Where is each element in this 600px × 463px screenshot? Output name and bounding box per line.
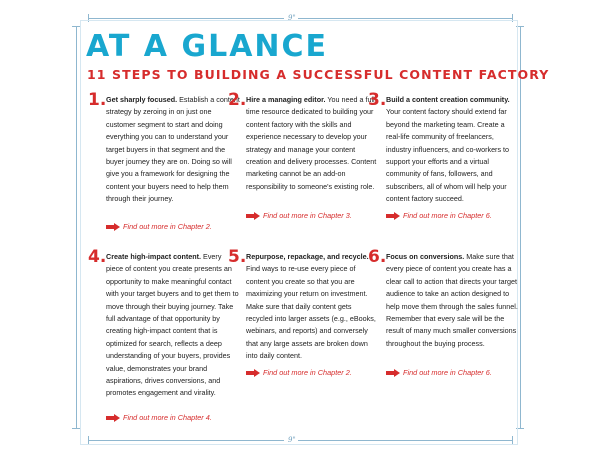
- step-number: 5.: [228, 247, 247, 267]
- chapter-reference-link[interactable]: [246, 368, 396, 378]
- step-text: Establish a content strategy by zeroing in on just one customer segment to start and doing everything you can to understand your target buyers in that segment and the buyer journey they are on. Doing so will give you a framework for designing the content your buyers need to help them through their journey.: [106, 95, 240, 204]
- step-number: 6.: [368, 247, 387, 267]
- chapter-reference-link[interactable]: [106, 222, 256, 232]
- chapter-reference-link[interactable]: [246, 211, 396, 221]
- pointing-arrow-icon: [246, 212, 260, 220]
- step-body: [106, 94, 240, 206]
- step-lead: Focus on conversions.: [386, 252, 465, 261]
- step-number: 4.: [88, 247, 107, 267]
- top-dimension-line-right: [298, 18, 512, 19]
- top-dimension-line-left: [88, 18, 284, 19]
- chapter-reference-text: Find out more in Chapter 4.: [123, 413, 212, 422]
- step-lead: Get sharply focused.: [106, 95, 178, 104]
- bottom-dimension-label: 9": [288, 436, 296, 444]
- step-lead: Hire a managing editor.: [246, 95, 326, 104]
- left-bottom-tick: [72, 428, 80, 429]
- pointing-arrow-icon: [106, 414, 120, 422]
- step-text: Make sure that every piece of content you create has a clear call to action that directs your target audience to take an action designed to help move them through the sales funnel. Remember that every sale will be the result of many much smaller conversions throughout the buying process.: [386, 252, 518, 348]
- page-subtitle: 11 STEPS TO BUILDING A SUCCESSFUL CONTENT FACTORY: [87, 67, 550, 82]
- pointing-arrow-icon: [106, 223, 120, 231]
- step-body: [386, 251, 520, 350]
- step-lead: Create high-impact content.: [106, 252, 202, 261]
- pointing-arrow-icon: [386, 369, 400, 377]
- chapter-reference-link[interactable]: [386, 368, 536, 378]
- page-title: AT A GLANCE: [86, 29, 329, 64]
- pointing-arrow-icon: [246, 369, 260, 377]
- left-top-tick: [72, 26, 80, 27]
- step-number: 2.: [228, 90, 247, 110]
- step-text: Every piece of content you create presents an opportunity to make meaningful contact with your target buyers and to get them to move through their buying journey. Take full advantage of that opportunity by creating high-impact content that is optimized for search, reflects a deep understanding of your buyers, provides value, demonstrates your brand aspirations, drives conversions, and promotes engagement and virality.: [106, 252, 239, 398]
- step-text: You need a full-time resource dedicated to building your content factory with the skills and experience necessary to develop your strategy and manage your content creation and delivery processes. Content marketing cannot be an add-on responsibility to someone's existing role.: [246, 95, 378, 191]
- chapter-reference-text: Find out more in Chapter 2.: [123, 222, 212, 231]
- step-lead: Build a content creation community.: [386, 95, 510, 104]
- chapter-reference-text: Find out more in Chapter 6.: [403, 211, 492, 220]
- step-text: Find ways to re-use every piece of content you create so that you are maximizing your return on investment. Make sure that daily content gets recycled into larger assets (e.g., eBooks, webinars, and reports) and conversely that any large assets are broken down into daily content.: [246, 264, 376, 361]
- step-number: 1.: [88, 90, 107, 110]
- step-body: [246, 251, 380, 363]
- left-dimension-line: [76, 26, 77, 428]
- pointing-arrow-icon: [386, 212, 400, 220]
- chapter-reference-link[interactable]: [386, 211, 536, 221]
- step-text: Your content factory should extend far beyond the marketing team. Create a real-life community of freelancers, industry influencers, and co-workers to support your efforts and a virtual community of fans, followers, and subscribers, all of whom will help your content factory succeed.: [386, 107, 510, 204]
- chapter-reference-link[interactable]: [106, 413, 256, 423]
- step-lead: Repurpose, repackage, and recycle.: [246, 252, 369, 261]
- top-dimension-label: 9": [288, 14, 296, 22]
- step-number: 3.: [368, 90, 387, 110]
- chapter-reference-text: Find out more in Chapter 6.: [403, 368, 492, 377]
- chapter-reference-text: Find out more in Chapter 2.: [263, 368, 352, 377]
- step-body: [386, 94, 520, 206]
- chapter-reference-text: Find out more in Chapter 3.: [263, 211, 352, 220]
- step-body: [246, 94, 380, 193]
- step-body: [106, 251, 240, 400]
